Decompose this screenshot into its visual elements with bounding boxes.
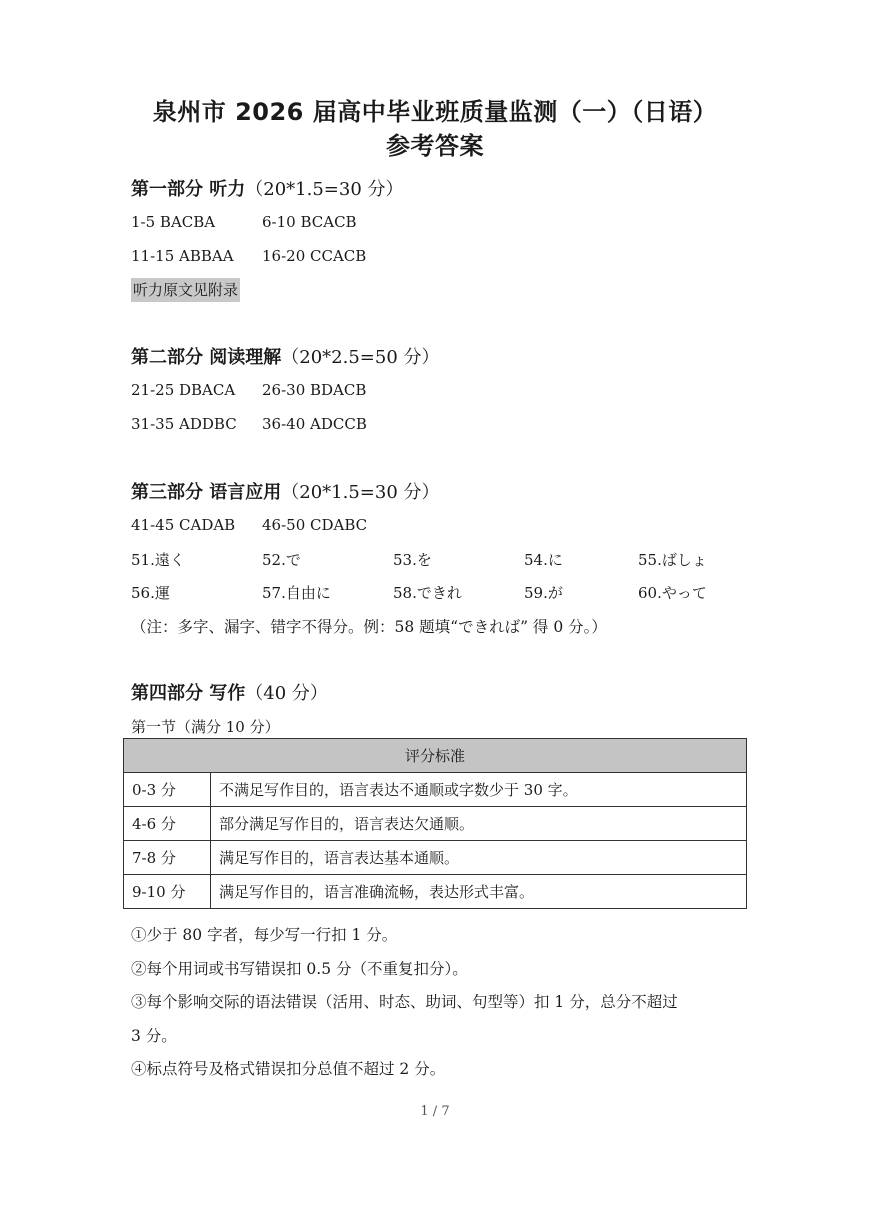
part1-title: 第一部分 听力: [131, 179, 246, 200]
fill-answer-52: 52.で: [262, 551, 301, 569]
part4-title: 第四部分 写作: [131, 683, 246, 704]
fill-answer-60: 60.やって: [638, 584, 707, 602]
fill-answer-54: 54.に: [524, 551, 563, 569]
table-header-row: [124, 739, 747, 773]
part4-score: （40 分）: [245, 683, 328, 704]
rule-4: ④标点符号及格式错误扣分总值不超过 2 分。: [131, 1060, 446, 1078]
fill-answer-55: 55.ばしょ: [638, 551, 707, 569]
part3-heading: [131, 478, 440, 504]
part4-heading: [131, 679, 328, 705]
score-band: 0-3 分: [124, 773, 211, 807]
band-description: 不满足写作目的，语言表达不通顺或字数少于 30 字。: [211, 773, 747, 807]
score-band: 7-8 分: [124, 841, 211, 875]
answer-1-5: 1-5 BACBA: [131, 213, 216, 231]
fill-answer-57: 57.自由に: [262, 584, 331, 602]
table-row: [124, 875, 747, 909]
document-title: 泉州市 2026 届高中毕业班质量监测（一）（日语）: [152, 98, 718, 126]
table-row: [124, 841, 747, 875]
fill-answer-53: 53.を: [393, 551, 432, 569]
fill-answer-51: 51.遠く: [131, 551, 185, 569]
page-number: 1 / 7: [420, 1104, 450, 1119]
document-subtitle: 参考答案: [386, 132, 484, 160]
part2-score: （20*2.5=50 分）: [281, 347, 440, 368]
table-header: 评分标准: [124, 739, 747, 773]
section1-label: 第一节（满分 10 分）: [131, 718, 280, 736]
part3-note: （注：多字、漏字、错字不得分。例：58 题填“できれば” 得 0 分。）: [131, 618, 607, 636]
part3-title: 第三部分 语言应用: [131, 482, 282, 503]
table-row: [124, 773, 747, 807]
rule-1: ①少于 80 字者，每少写一行扣 1 分。: [131, 926, 398, 944]
part2-heading: [131, 343, 440, 369]
score-band: 9-10 分: [124, 875, 211, 909]
part2-title: 第二部分 阅读理解: [131, 347, 282, 368]
answer-11-15: 11-15 ABBAA: [131, 247, 234, 265]
fill-answer-58: 58.できれ: [393, 584, 462, 602]
highlighted-note: 听力原文见附录: [131, 278, 240, 302]
rule-3: ③每个影响交际的语法错误（活用、时态、助词、句型等）扣 1 分，总分不超过: [131, 993, 678, 1011]
band-description: 满足写作目的，语言准确流畅，表达形式丰富。: [211, 875, 747, 909]
rule-3-continued: 3 分。: [131, 1027, 177, 1045]
band-description: 部分满足写作目的，语言表达欠通顺。: [211, 807, 747, 841]
answer-41-45: 41-45 CADAB: [131, 516, 236, 534]
answer-21-25: 21-25 DBACA: [131, 381, 236, 399]
answer-31-35: 31-35 ADDBC: [131, 415, 237, 433]
answer-6-10: 6-10 BCACB: [262, 213, 357, 231]
listening-script-note: [131, 279, 240, 300]
band-description: 满足写作目的，语言表达基本通顺。: [211, 841, 747, 875]
answer-36-40: 36-40 ADCCB: [262, 415, 367, 433]
score-band: 4-6 分: [124, 807, 211, 841]
fill-answer-59: 59.が: [524, 584, 563, 602]
scoring-table: [123, 738, 747, 909]
answer-16-20: 16-20 CCACB: [262, 247, 367, 265]
part1-heading: [131, 175, 404, 201]
part1-score: （20*1.5=30 分）: [245, 179, 404, 200]
answer-46-50: 46-50 CDABC: [262, 516, 368, 534]
answer-26-30: 26-30 BDACB: [262, 381, 367, 399]
part3-score: （20*1.5=30 分）: [281, 482, 440, 503]
fill-answer-56: 56.運: [131, 584, 170, 602]
table-row: [124, 807, 747, 841]
rule-2: ②每个用词或书写错误扣 0.5 分（不重复扣分）。: [131, 960, 468, 978]
